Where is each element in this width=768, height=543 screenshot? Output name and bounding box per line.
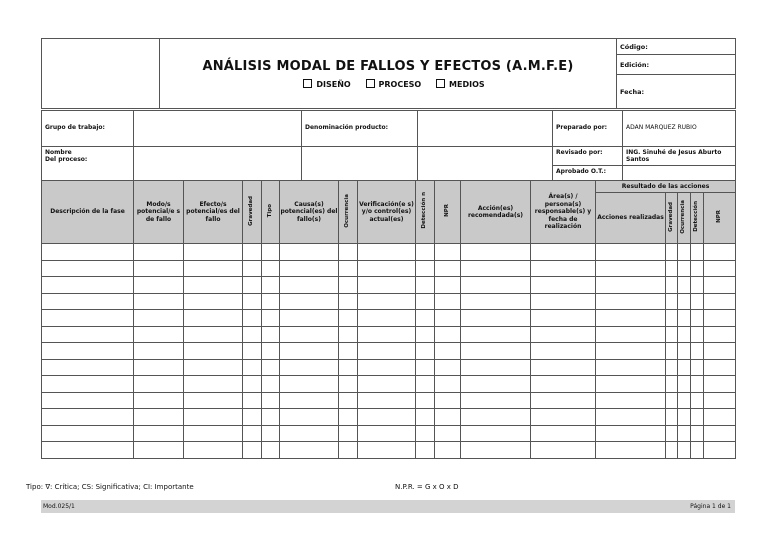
grid-cell[interactable]: [280, 442, 339, 459]
grid-cell[interactable]: [42, 326, 134, 343]
grid-cell[interactable]: [596, 376, 666, 393]
grid-cell[interactable]: [416, 392, 435, 409]
grid-cell[interactable]: [416, 376, 435, 393]
grid-cell[interactable]: [42, 392, 134, 409]
grid-cell[interactable]: [596, 359, 666, 376]
grid-cell[interactable]: [435, 244, 461, 261]
grid-cell[interactable]: [184, 442, 243, 459]
grid-cell[interactable]: [461, 326, 531, 343]
grid-cell[interactable]: [134, 376, 184, 393]
grid-cell[interactable]: [678, 244, 691, 261]
grid-cell[interactable]: [184, 260, 243, 277]
denominacion-label: Denominación producto:: [302, 111, 418, 147]
grid-cell[interactable]: [666, 392, 678, 409]
grid-cell[interactable]: [704, 293, 736, 310]
grid-cell[interactable]: [678, 359, 691, 376]
col-acciones-realizadas: Acciones realizadas: [596, 193, 666, 244]
grid-cell[interactable]: [262, 244, 280, 261]
grid-cell[interactable]: [184, 310, 243, 327]
grid-cell[interactable]: [678, 442, 691, 459]
grid-cell[interactable]: [435, 260, 461, 277]
grid-cell[interactable]: [704, 409, 736, 426]
col-deteccion-label: Detección n: [421, 192, 428, 230]
col-tipo: [262, 181, 280, 244]
grid-cell[interactable]: [666, 343, 678, 360]
grid-cell[interactable]: [531, 359, 596, 376]
grid-cell[interactable]: [358, 277, 416, 294]
npr-formula: N.P.R. = G x O x D: [395, 483, 459, 491]
grid-cell[interactable]: [596, 293, 666, 310]
type-legend: Tipo: ∇: Crítica; CS: Significativa; CI: Importante: [26, 483, 194, 491]
grid-cell[interactable]: [243, 260, 262, 277]
col-npr: [435, 181, 461, 244]
col-r-gravedad: [666, 193, 678, 244]
grid-cell[interactable]: [691, 293, 704, 310]
grid-cell[interactable]: [280, 409, 339, 426]
grid-cell[interactable]: [596, 442, 666, 459]
table-row: [42, 392, 736, 409]
grid-cell[interactable]: [243, 244, 262, 261]
grid-cell[interactable]: [42, 376, 134, 393]
denominacion-value[interactable]: [418, 111, 553, 147]
grid-cell[interactable]: [461, 277, 531, 294]
grid-body: [42, 244, 736, 459]
grid-cell[interactable]: [691, 425, 704, 442]
grid-cell[interactable]: [666, 425, 678, 442]
grid-cell[interactable]: [243, 442, 262, 459]
table-row: [42, 409, 736, 426]
grid-cell[interactable]: [262, 310, 280, 327]
col-area: Área(s) / persona(s) responsable(s) y fecha de realización: [531, 181, 596, 244]
col-gravedad-label: Gravedad: [248, 195, 255, 226]
grid-cell[interactable]: [435, 392, 461, 409]
grid-cell[interactable]: [416, 260, 435, 277]
grid-cell[interactable]: [262, 326, 280, 343]
grid-cell[interactable]: [531, 392, 596, 409]
option-proceso: PROCESO: [378, 79, 422, 89]
grid-cell[interactable]: [184, 277, 243, 294]
grid-cell[interactable]: [531, 310, 596, 327]
table-row: [42, 277, 736, 294]
grid-cell[interactable]: [666, 260, 678, 277]
grid-cell[interactable]: [134, 409, 184, 426]
grid-cell[interactable]: [691, 359, 704, 376]
checkbox-diseno[interactable]: [303, 79, 312, 88]
grid-cell[interactable]: [704, 425, 736, 442]
table-row: [42, 376, 736, 393]
grid-cell[interactable]: [280, 359, 339, 376]
grid-cell[interactable]: [243, 277, 262, 294]
nombre-value[interactable]: [134, 147, 302, 182]
grid-cell[interactable]: [280, 326, 339, 343]
grid-cell[interactable]: [666, 310, 678, 327]
grid-cell[interactable]: [416, 343, 435, 360]
grid-cell[interactable]: [358, 425, 416, 442]
grid-cell[interactable]: [358, 359, 416, 376]
grid-cell[interactable]: [704, 310, 736, 327]
col-resultado: Resultado de las acciones: [596, 181, 736, 193]
grid-cell[interactable]: [358, 326, 416, 343]
grid-cell[interactable]: [678, 326, 691, 343]
grid-cell[interactable]: [243, 409, 262, 426]
title-cell: [160, 39, 617, 109]
grid-cell[interactable]: [704, 359, 736, 376]
grid-cell[interactable]: [134, 244, 184, 261]
grid-cell[interactable]: [691, 376, 704, 393]
grid-cell[interactable]: [339, 277, 358, 294]
grid-cell[interactable]: [416, 277, 435, 294]
grid-cell[interactable]: [184, 359, 243, 376]
grid-cell[interactable]: [416, 293, 435, 310]
col-r-ocurrencia: [678, 193, 691, 244]
grid-cell[interactable]: [134, 442, 184, 459]
grid-cell[interactable]: [531, 244, 596, 261]
col-descripcion: Descripción de la fase: [42, 181, 134, 244]
table-row: [42, 260, 736, 277]
grid-cell[interactable]: [280, 244, 339, 261]
grid-cell[interactable]: [134, 359, 184, 376]
grid-cell[interactable]: [262, 409, 280, 426]
col-ocurrencia-label: Ocurrencia: [344, 193, 351, 228]
preparado-value[interactable]: ADAN MARQUEZ RUBIO: [623, 111, 736, 147]
grid-cell[interactable]: [416, 409, 435, 426]
grid-cell[interactable]: [678, 310, 691, 327]
grid-cell[interactable]: [596, 326, 666, 343]
grid-cell[interactable]: [531, 260, 596, 277]
grid-cell[interactable]: [262, 293, 280, 310]
grid-cell[interactable]: [461, 293, 531, 310]
grid-cell[interactable]: [704, 244, 736, 261]
grid-cell[interactable]: [358, 376, 416, 393]
grid-cell[interactable]: [280, 425, 339, 442]
grid-cell[interactable]: [691, 260, 704, 277]
col-gravedad: [243, 181, 262, 244]
grid-cell[interactable]: [678, 392, 691, 409]
grid-cell[interactable]: [531, 343, 596, 360]
grid-cell[interactable]: [184, 244, 243, 261]
col-modo: Modo/s potencial/e s de fallo: [134, 181, 184, 244]
grid-cell[interactable]: [280, 343, 339, 360]
grid-cell[interactable]: [184, 326, 243, 343]
grid-cell[interactable]: [678, 260, 691, 277]
col-r-ocurrencia-label: Ocurrencia: [680, 199, 687, 234]
grid-cell[interactable]: [42, 310, 134, 327]
grid-cell[interactable]: [435, 376, 461, 393]
codigo-label: Código:: [617, 39, 736, 55]
grid-cell[interactable]: [243, 343, 262, 360]
table-row: [42, 343, 736, 360]
grid-cell[interactable]: [184, 409, 243, 426]
grid-cell[interactable]: [42, 293, 134, 310]
grid-cell[interactable]: [184, 425, 243, 442]
grid-cell[interactable]: [42, 442, 134, 459]
grid-cell[interactable]: [184, 343, 243, 360]
grid-cell[interactable]: [666, 442, 678, 459]
grid-cell[interactable]: [461, 310, 531, 327]
table-row: [42, 310, 736, 327]
grid-cell[interactable]: [42, 409, 134, 426]
grid-cell[interactable]: [435, 442, 461, 459]
grid-cell[interactable]: [531, 277, 596, 294]
grid-cell[interactable]: [666, 326, 678, 343]
blank-cell: [302, 147, 418, 182]
grid-cell[interactable]: [42, 244, 134, 261]
grid-cell[interactable]: [461, 343, 531, 360]
col-r-gravedad-label: Gravedad: [667, 201, 674, 232]
grid-cell[interactable]: [461, 425, 531, 442]
grid-cell[interactable]: [262, 359, 280, 376]
grid-cell[interactable]: [531, 425, 596, 442]
form-code: Mod.025/1: [43, 503, 75, 510]
grid-cell[interactable]: [691, 244, 704, 261]
col-accion: Acción(es) recomendada(s): [461, 181, 531, 244]
grid-cell[interactable]: [435, 293, 461, 310]
edicion-label: Edición:: [617, 55, 736, 75]
grid-cell[interactable]: [461, 376, 531, 393]
grid-cell[interactable]: [704, 260, 736, 277]
grid-cell[interactable]: [184, 293, 243, 310]
grid-cell[interactable]: [243, 310, 262, 327]
table-row: [42, 359, 736, 376]
table-row: [42, 442, 736, 459]
grupo-value[interactable]: [134, 111, 302, 147]
grid-cell[interactable]: [678, 409, 691, 426]
col-npr-label: NPR: [443, 204, 450, 218]
grid-cell[interactable]: [280, 376, 339, 393]
grid-cell[interactable]: [666, 244, 678, 261]
grid-cell[interactable]: [435, 310, 461, 327]
grid-cell[interactable]: [262, 425, 280, 442]
grid-cell[interactable]: [134, 343, 184, 360]
grid-cell[interactable]: [704, 392, 736, 409]
revisado-value[interactable]: ING. Sinuhé de Jesus Aburto Santos: [623, 147, 736, 166]
grid-cell[interactable]: [596, 310, 666, 327]
grid-cell[interactable]: [596, 392, 666, 409]
grid-cell[interactable]: [416, 442, 435, 459]
grid-cell[interactable]: [243, 376, 262, 393]
grid-cell[interactable]: [461, 359, 531, 376]
grid-cell[interactable]: [416, 425, 435, 442]
grid-cell[interactable]: [339, 376, 358, 393]
preparado-label: Preparado por:: [553, 111, 623, 147]
table-row: [42, 293, 736, 310]
col-verificacion: Verificación(e s) y/o control(es) actual(es): [358, 181, 416, 244]
grid-cell[interactable]: [339, 425, 358, 442]
grid-cell[interactable]: [691, 343, 704, 360]
grid-cell[interactable]: [666, 277, 678, 294]
grid-cell[interactable]: [358, 260, 416, 277]
grid-cell[interactable]: [596, 343, 666, 360]
grid-cell[interactable]: [416, 359, 435, 376]
grid-cell[interactable]: [358, 310, 416, 327]
grid-cell[interactable]: [358, 244, 416, 261]
col-causa: Causa(s) potencial(es) del fallo(s): [280, 181, 339, 244]
grid-cell[interactable]: [339, 310, 358, 327]
grid-cell[interactable]: [678, 425, 691, 442]
col-tipo-label: Tipo: [266, 204, 273, 218]
grid-cell[interactable]: [596, 409, 666, 426]
header-table: [41, 38, 736, 109]
grid-cell[interactable]: [358, 343, 416, 360]
grid-cell[interactable]: [339, 260, 358, 277]
grid-cell[interactable]: [704, 343, 736, 360]
grid-cell[interactable]: [461, 442, 531, 459]
footer-bar: [41, 500, 735, 513]
grid-cell[interactable]: [691, 392, 704, 409]
grid-cell[interactable]: [666, 293, 678, 310]
logo-area: [42, 39, 160, 109]
col-r-deteccion-label: Detección: [693, 201, 700, 233]
grid-cell[interactable]: [531, 326, 596, 343]
document-title: ANÁLISIS MODAL DE FALLOS Y EFECTOS (A.M.F.E): [202, 58, 574, 74]
grid-cell[interactable]: [339, 293, 358, 310]
grid-cell[interactable]: [596, 277, 666, 294]
grid-cell[interactable]: [262, 392, 280, 409]
grid-cell[interactable]: [42, 425, 134, 442]
grid-cell[interactable]: [531, 442, 596, 459]
grid-cell[interactable]: [678, 343, 691, 360]
nombre-label: Nombre Del proceso:: [42, 147, 134, 182]
grid-cell[interactable]: [280, 392, 339, 409]
grid-cell[interactable]: [134, 392, 184, 409]
option-diseno: DISEÑO: [316, 79, 351, 89]
col-r-npr: [704, 193, 736, 244]
grid-cell[interactable]: [358, 293, 416, 310]
grid-cell[interactable]: [416, 326, 435, 343]
grid-cell[interactable]: [134, 277, 184, 294]
grid-cell[interactable]: [42, 359, 134, 376]
grid-cell[interactable]: [134, 326, 184, 343]
grid-cell[interactable]: [691, 409, 704, 426]
grid-cell[interactable]: [339, 359, 358, 376]
col-r-deteccion: [691, 193, 704, 244]
grid-cell[interactable]: [435, 326, 461, 343]
col-deteccion: [416, 181, 435, 244]
fecha-label: Fecha:: [617, 75, 736, 109]
grid-cell[interactable]: [134, 293, 184, 310]
grid-cell[interactable]: [461, 260, 531, 277]
grid-cell[interactable]: [280, 277, 339, 294]
option-medios: MEDIOS: [449, 79, 485, 89]
col-ocurrencia: [339, 181, 358, 244]
grid-cell[interactable]: [280, 310, 339, 327]
grid-cell[interactable]: [596, 260, 666, 277]
grid-cell[interactable]: [339, 326, 358, 343]
col-efecto: Efecto/s potencial/es del fallo: [184, 181, 243, 244]
grid-cell[interactable]: [243, 326, 262, 343]
grid-cell[interactable]: [678, 293, 691, 310]
grid-cell[interactable]: [42, 343, 134, 360]
grid-cell[interactable]: [678, 376, 691, 393]
grid-cell[interactable]: [461, 409, 531, 426]
table-row: [42, 326, 736, 343]
revisado-label: Revisado por:: [553, 147, 623, 166]
grid-cell[interactable]: [262, 277, 280, 294]
grid-cell[interactable]: [666, 376, 678, 393]
grid-cell[interactable]: [243, 293, 262, 310]
grid-cell[interactable]: [416, 310, 435, 327]
grid-cell[interactable]: [531, 409, 596, 426]
grid-cell[interactable]: [339, 392, 358, 409]
grid-cell[interactable]: [691, 442, 704, 459]
grid-cell[interactable]: [339, 409, 358, 426]
page-number: Página 1 de 1: [690, 503, 731, 510]
grid-cell[interactable]: [339, 244, 358, 261]
grid-cell[interactable]: [704, 442, 736, 459]
grid-cell[interactable]: [134, 310, 184, 327]
grid-cell[interactable]: [262, 376, 280, 393]
type-options: [163, 79, 613, 89]
checkbox-medios[interactable]: [436, 79, 445, 88]
grid-cell[interactable]: [243, 392, 262, 409]
grid-cell[interactable]: [531, 376, 596, 393]
blank-cell-2: [418, 147, 553, 182]
grid-cell[interactable]: [134, 425, 184, 442]
grid-cell[interactable]: [461, 244, 531, 261]
grupo-label: Grupo de trabajo:: [42, 111, 134, 147]
grid-cell[interactable]: [262, 260, 280, 277]
grid-cell[interactable]: [666, 409, 678, 426]
grid-cell[interactable]: [134, 260, 184, 277]
table-row: [42, 244, 736, 261]
info-table: [41, 110, 736, 182]
grid-cell[interactable]: [461, 392, 531, 409]
grid-cell[interactable]: [416, 244, 435, 261]
grid-cell[interactable]: [358, 392, 416, 409]
grid-cell[interactable]: [339, 343, 358, 360]
grid-cell[interactable]: [243, 359, 262, 376]
grid-cell[interactable]: [435, 425, 461, 442]
grid-cell[interactable]: [531, 293, 596, 310]
grid-cell[interactable]: [666, 359, 678, 376]
grid-cell[interactable]: [243, 425, 262, 442]
grid-cell[interactable]: [358, 409, 416, 426]
grid-cell[interactable]: [691, 277, 704, 294]
grid-cell[interactable]: [262, 442, 280, 459]
grid-cell[interactable]: [42, 277, 134, 294]
grid-cell[interactable]: [435, 409, 461, 426]
grid-cell[interactable]: [596, 244, 666, 261]
grid-cell[interactable]: [704, 277, 736, 294]
grid-cell[interactable]: [596, 425, 666, 442]
grid-cell[interactable]: [704, 376, 736, 393]
grid-cell[interactable]: [691, 310, 704, 327]
grid-cell[interactable]: [435, 359, 461, 376]
grid-cell[interactable]: [262, 343, 280, 360]
grid-cell[interactable]: [339, 442, 358, 459]
grid-cell[interactable]: [358, 442, 416, 459]
amfe-grid: [41, 180, 736, 459]
grid-cell[interactable]: [691, 326, 704, 343]
grid-cell[interactable]: [280, 260, 339, 277]
checkbox-proceso[interactable]: [366, 79, 375, 88]
grid-cell[interactable]: [678, 277, 691, 294]
grid-cell[interactable]: [184, 392, 243, 409]
grid-cell[interactable]: [435, 277, 461, 294]
table-row: [42, 425, 736, 442]
col-r-npr-label: NPR: [715, 210, 722, 224]
grid-cell[interactable]: [184, 376, 243, 393]
grid-cell[interactable]: [42, 260, 134, 277]
grid-cell[interactable]: [435, 343, 461, 360]
grid-cell[interactable]: [704, 326, 736, 343]
aprobado-label: Aprobado O.T.:: [553, 166, 623, 182]
grid-cell[interactable]: [280, 293, 339, 310]
